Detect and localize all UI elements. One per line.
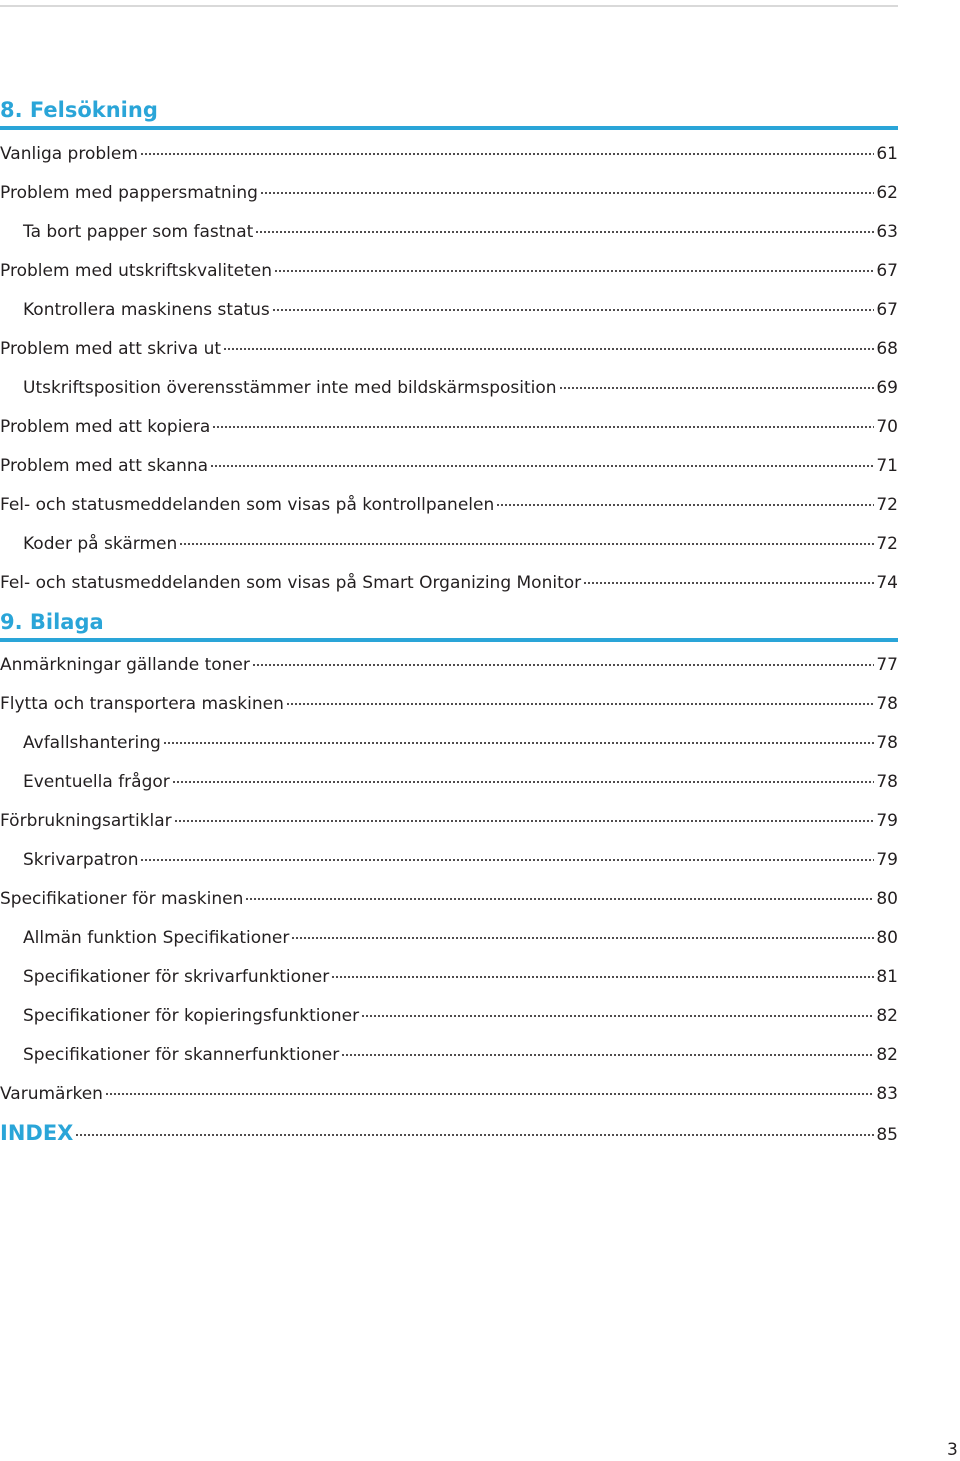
- toc-entry-page: 71: [876, 456, 898, 476]
- toc-entry-page: 61: [876, 144, 898, 164]
- toc-entry-page: 70: [876, 417, 898, 437]
- toc-entry-page: 67: [876, 261, 898, 281]
- toc-entry-label: Ta bort papper som fastnat: [23, 222, 254, 242]
- toc-entry[interactable]: [0, 258, 898, 284]
- toc-entry-label: Anmärkningar gällande toner: [0, 655, 250, 675]
- toc-entry[interactable]: [0, 141, 898, 167]
- toc-entry-label: Fel- och statusmeddelanden som visas på kontrollpanelen: [0, 495, 495, 515]
- toc-entry[interactable]: [0, 297, 898, 323]
- toc-entry-label: Specifikationer för skrivarfunktioner: [23, 967, 330, 987]
- toc-entry-page: 62: [876, 183, 898, 203]
- toc-entry[interactable]: [0, 180, 898, 206]
- toc-entry[interactable]: [0, 219, 898, 245]
- dot-leader: [559, 387, 875, 389]
- dot-leader: [210, 465, 874, 467]
- toc-entry-label: Allmän funktion Specifikationer: [23, 928, 290, 948]
- toc-entry-page: 85: [876, 1125, 898, 1145]
- toc-entry-label: Specifikationer för kopieringsfunktioner: [23, 1006, 360, 1026]
- dot-leader: [361, 1015, 874, 1017]
- dot-leader: [223, 348, 874, 350]
- toc-entry[interactable]: [0, 1081, 898, 1107]
- toc-entry-page: 78: [876, 733, 898, 753]
- toc-entry[interactable]: [0, 886, 898, 912]
- dot-leader: [140, 859, 874, 861]
- toc-entry-label: Fel- och statusmeddelanden som visas på Smart Organizing Monitor: [0, 573, 582, 593]
- chapter-title[interactable]: 8. Felsökning: [0, 98, 158, 122]
- toc-entry-label: Avfallshantering: [23, 733, 161, 753]
- toc-entry-label: Problem med att kopiera: [0, 417, 211, 437]
- toc-entry-page: 67: [876, 300, 898, 320]
- toc-entry[interactable]: [0, 1003, 898, 1029]
- toc-entry-label: Utskriftsposition överensstämmer inte med bildskärmsposition: [23, 378, 557, 398]
- toc-entry[interactable]: [0, 531, 898, 557]
- toc-entry-label: Skrivarpatron: [23, 850, 139, 870]
- dot-leader: [341, 1054, 874, 1056]
- dot-leader: [140, 153, 874, 155]
- toc-entry-page: 82: [876, 1006, 898, 1026]
- toc-entry-page: 80: [876, 928, 898, 948]
- chapter-rule: [0, 638, 898, 642]
- dot-leader: [331, 976, 874, 978]
- toc-entry[interactable]: [0, 964, 898, 990]
- toc-entry-page: 81: [876, 967, 898, 987]
- dot-leader: [496, 504, 874, 506]
- dot-leader: [260, 192, 874, 194]
- dot-leader: [172, 781, 875, 783]
- toc-entry-page: 78: [876, 772, 898, 792]
- index-label: INDEX: [0, 1121, 74, 1145]
- dot-leader: [105, 1093, 874, 1095]
- dot-leader: [163, 742, 875, 744]
- toc-entry[interactable]: [0, 652, 898, 678]
- toc-entry-label: Problem med att skriva ut: [0, 339, 222, 359]
- toc-entry-page: 78: [876, 694, 898, 714]
- toc-entry[interactable]: [0, 730, 898, 756]
- chapter-heading: [0, 96, 898, 132]
- dot-leader: [252, 664, 874, 666]
- toc-entry-page: 69: [876, 378, 898, 398]
- toc-entry[interactable]: [0, 847, 898, 873]
- toc-entry[interactable]: [0, 1042, 898, 1068]
- toc-entry-page: 80: [876, 889, 898, 909]
- dot-leader: [245, 898, 874, 900]
- page-number: 3: [947, 1440, 958, 1460]
- dot-leader: [174, 820, 875, 822]
- toc-entry-label: Koder på skärmen: [23, 534, 178, 554]
- toc-entry-index[interactable]: [0, 1120, 898, 1146]
- toc-entry[interactable]: [0, 925, 898, 951]
- toc-entry[interactable]: [0, 492, 898, 518]
- top-rule: [0, 5, 898, 7]
- toc-entry-label: Specifikationer för skannerfunktioner: [23, 1045, 340, 1065]
- toc-entry-page: 72: [876, 495, 898, 515]
- toc-entry[interactable]: [0, 691, 898, 717]
- toc-entry-page: 82: [876, 1045, 898, 1065]
- dot-leader: [212, 426, 874, 428]
- chapter-rule: [0, 126, 898, 130]
- toc-entry[interactable]: [0, 769, 898, 795]
- toc-entry-page: 79: [876, 811, 898, 831]
- toc-entry-label: Specifikationer för maskinen: [0, 889, 244, 909]
- toc-entry[interactable]: [0, 375, 898, 401]
- dot-leader: [272, 309, 875, 311]
- toc-entry-page: 74: [876, 573, 898, 593]
- dot-leader: [75, 1134, 874, 1136]
- chapter-title[interactable]: 9. Bilaga: [0, 610, 104, 634]
- toc-entry-label: Flytta och transportera maskinen: [0, 694, 284, 714]
- toc-entry[interactable]: [0, 414, 898, 440]
- toc-entry-page: 83: [876, 1084, 898, 1104]
- toc-entry[interactable]: [0, 453, 898, 479]
- toc-entry-label: Varumärken: [0, 1084, 103, 1104]
- toc-entry-label: Förbrukningsartiklar: [0, 811, 172, 831]
- toc-entry-page: 63: [876, 222, 898, 242]
- toc-entry-label: Kontrollera maskinens status: [23, 300, 270, 320]
- toc-entry[interactable]: [0, 570, 898, 596]
- chapter-heading: [0, 608, 898, 644]
- toc-entry-label: Problem med att skanna: [0, 456, 209, 476]
- dot-leader: [291, 937, 874, 939]
- dot-leader: [255, 231, 874, 233]
- toc-entry-page: 79: [876, 850, 898, 870]
- toc-entry-page: 68: [876, 339, 898, 359]
- dot-leader: [286, 703, 874, 705]
- toc-entry-label: Eventuella frågor: [23, 772, 170, 792]
- toc-entry[interactable]: [0, 808, 898, 834]
- toc-entry-label: Vanliga problem: [0, 144, 138, 164]
- toc-entry-page: 72: [876, 534, 898, 554]
- toc-entry-label: Problem med pappersmatning: [0, 183, 258, 203]
- dot-leader: [274, 270, 874, 272]
- toc-entry[interactable]: [0, 336, 898, 362]
- toc-entry-page: 77: [876, 655, 898, 675]
- dot-leader: [583, 582, 874, 584]
- dot-leader: [179, 543, 874, 545]
- toc-entry-label: Problem med utskriftskvaliteten: [0, 261, 272, 281]
